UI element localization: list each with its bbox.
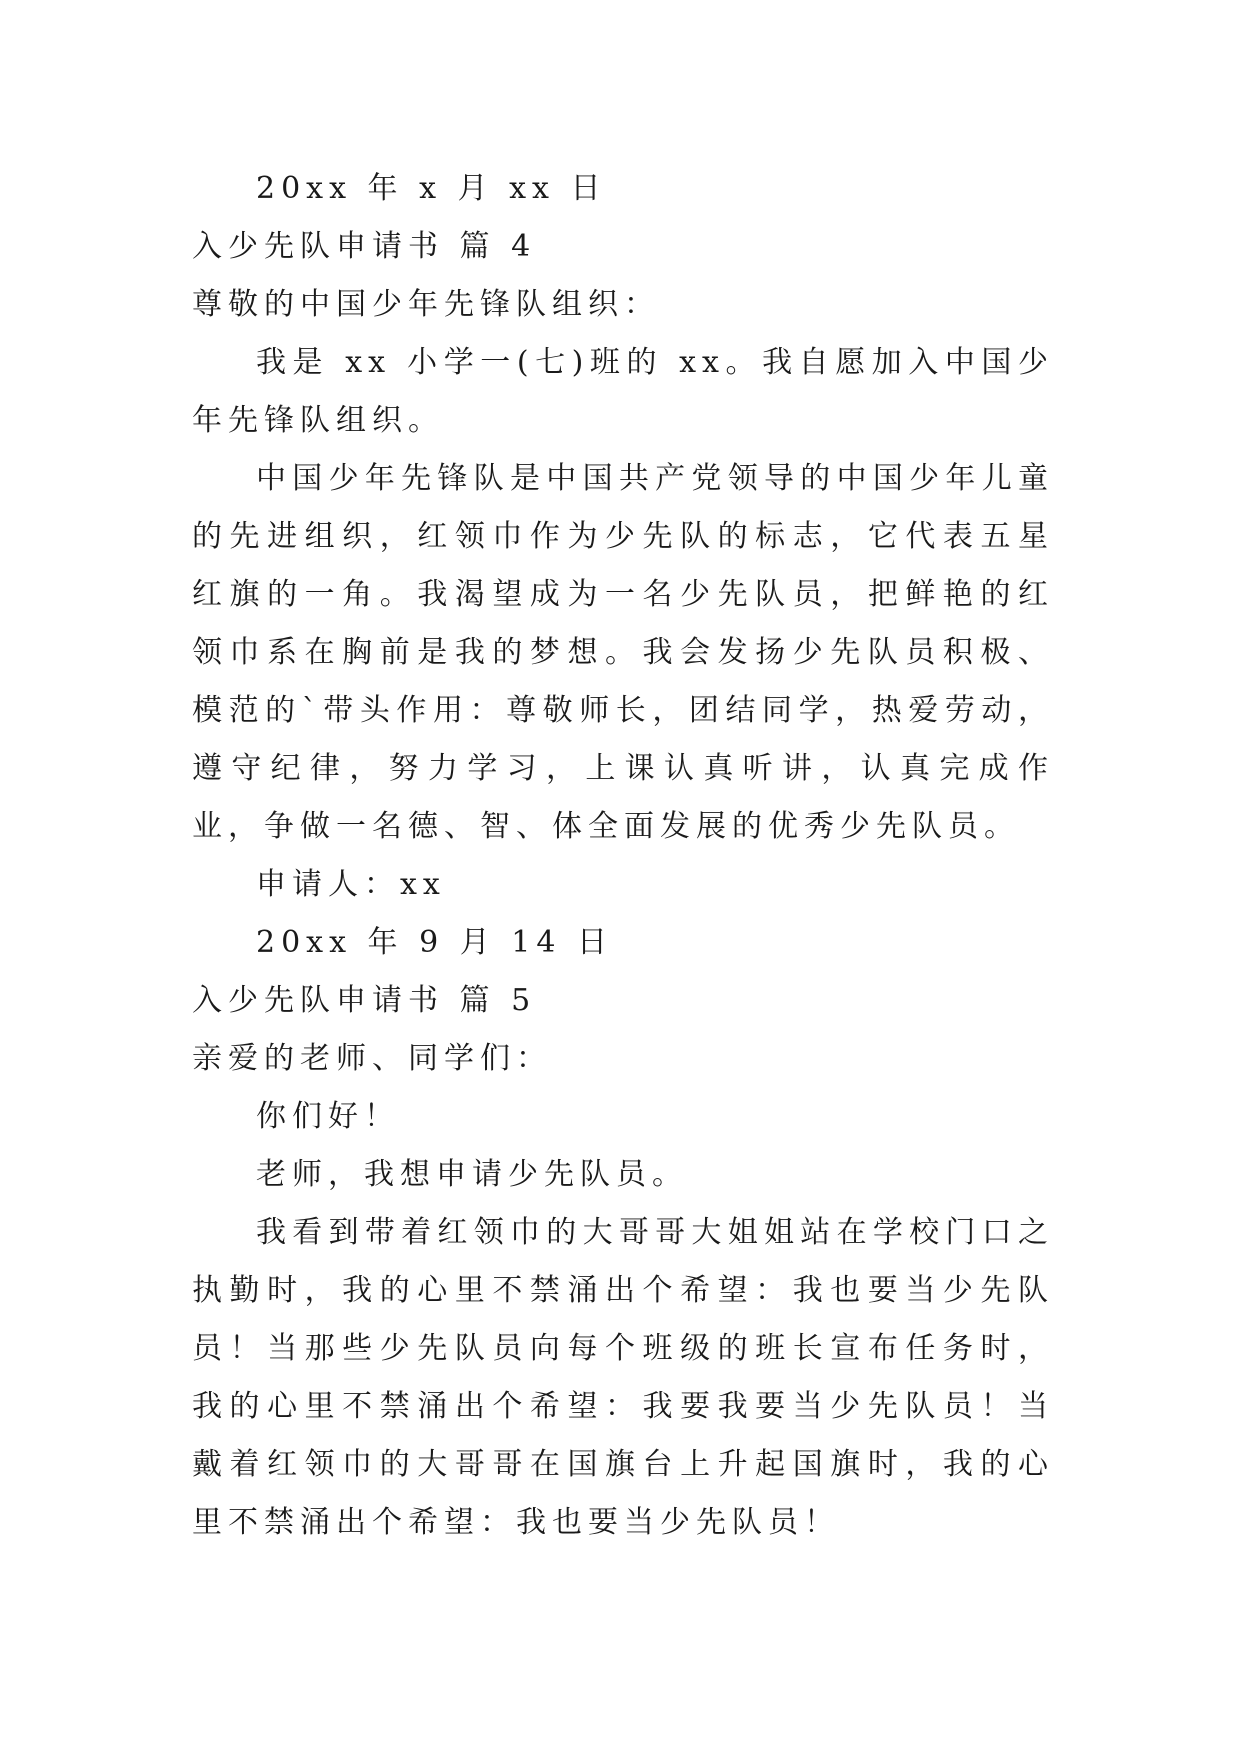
document-body <box>192 160 1054 1552</box>
salutation-4: 尊敬的中国少年先锋队组织： <box>192 287 660 322</box>
section-heading-5: 入少先队申请书 篇 5 <box>192 983 537 1018</box>
paragraph-4-1: 我是 xx 小学一(七)班的 xx。我自愿加入中国少年先锋队组织。 <box>192 345 1054 438</box>
greeting-5: 你们好！ <box>256 1099 400 1134</box>
salutation-5: 亲爱的老师、同学们： <box>192 1041 552 1076</box>
paragraph-5-2: 我看到带着红领巾的大哥哥大姐姐站在学校门口之执勤时，我的心里不禁涌出个希望：我也要当少先队员！当那些少先队员向每个班级的班长宣布任务时，我的心里不禁涌出个希望：我要我要当少先队员！当戴着红领巾的大哥哥在国旗台上升起国旗时，我的心里不禁涌出个希望：我也要当少先队员！ <box>192 1215 1054 1540</box>
date-line-4: 20xx 年 9 月 14 日 <box>256 925 613 960</box>
section-heading-4: 入少先队申请书 篇 4 <box>192 229 537 264</box>
paragraph-5-1: 老师，我想申请少先队员。 <box>256 1157 688 1192</box>
date-line-1: 20xx 年 x 月 xx 日 <box>256 171 607 206</box>
paragraph-4-2: 中国少年先锋队是中国共产党领导的中国少年儿童的先进组织，红领巾作为少先队的标志，它代表五星红旗的一角。我渴望成为一名少先队员，把鲜艳的红领巾系在胸前是我的梦想。我会发扬少先队员积极、模范的`带头作用：尊敬师长，团结同学，热爱劳动，遵守纪律，努力学习，上课认真听讲，认真完成作业，争做一名德、智、体全面发展的优秀少先队员。 <box>192 461 1054 844</box>
applicant-4: 申请人：xx <box>256 867 446 902</box>
